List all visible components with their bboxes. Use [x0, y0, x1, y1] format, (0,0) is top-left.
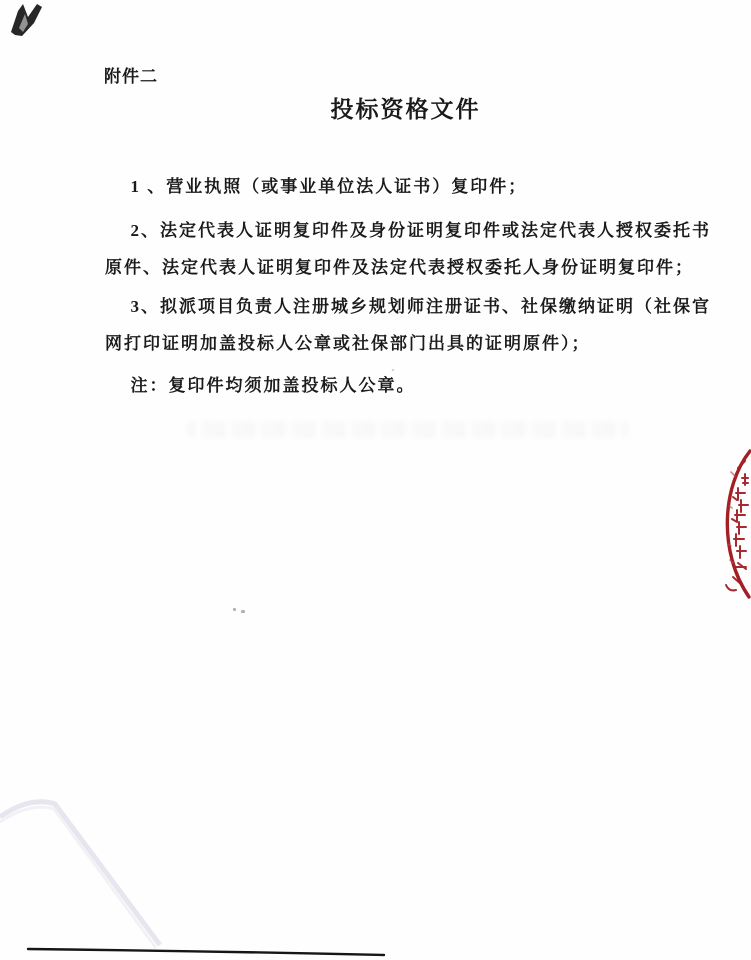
scan-speck — [241, 610, 245, 613]
scan-speck — [233, 608, 236, 611]
bleed-through-ghost-text — [186, 421, 630, 438]
scan-speck — [392, 369, 394, 371]
red-seal-fragment-icon — [709, 448, 751, 600]
list-item-2: 2、法定代表人证明复印件及身份证明复印件或法定代表人授权委托书原件、法定代表人证明复印件及法定代表授权委托人身份证明复印件； — [105, 221, 711, 277]
note-line: 注：复印件均须加盖投标人公章。 — [130, 376, 416, 395]
list-item-1: 1 、营业执照（或事业单位法人证书）复印件； — [130, 177, 528, 196]
list-item-3: 3、拟派项目负责人注册城乡规划师注册证书、社保缴纳证明（社保官网打印证明加盖投标人公章或社保部门出具的证明原件）； — [105, 297, 711, 353]
document-title: 投标资格文件 — [330, 97, 481, 122]
attachment-label: 附件二 — [104, 67, 158, 86]
scan-artifact-top-left — [9, 2, 47, 40]
scan-line-bottom — [26, 945, 390, 959]
page-curl-artifact — [0, 778, 180, 960]
